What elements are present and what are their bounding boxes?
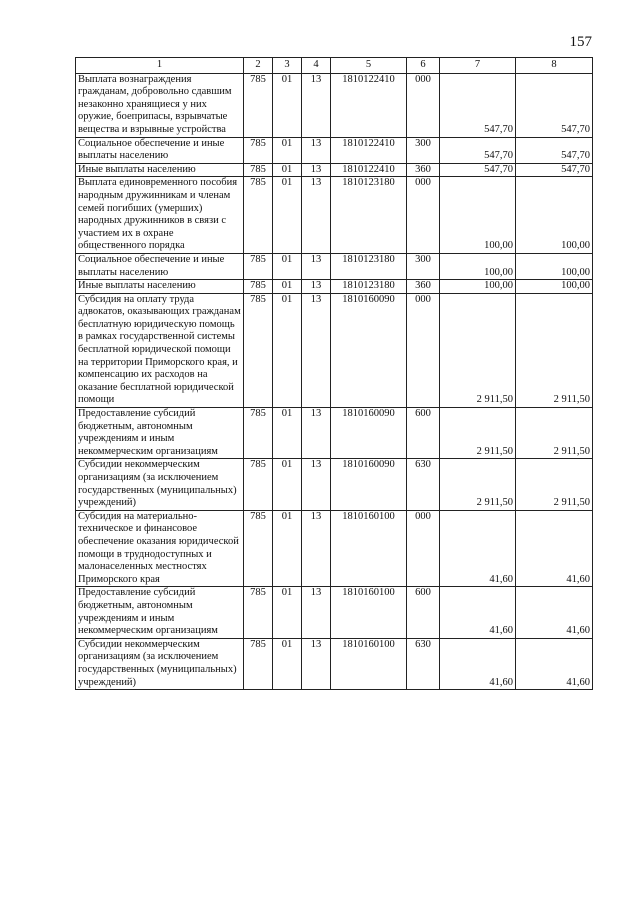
table-row bbox=[76, 587, 593, 638]
row-name: Субсидии некоммерческим организациям (за исключением государственных (муниципальных) учреждений) bbox=[76, 638, 244, 689]
cell-section: 01 bbox=[273, 638, 302, 689]
cell-amount-8: 41,60 bbox=[516, 638, 593, 689]
cell-amount-7: 100,00 bbox=[440, 280, 516, 294]
row-name: Иные выплаты населению bbox=[76, 280, 244, 294]
table-row bbox=[76, 510, 593, 587]
cell-subsection: 13 bbox=[302, 73, 331, 137]
cell-target: 1810160090 bbox=[331, 408, 407, 459]
cell-subsection: 13 bbox=[302, 293, 331, 407]
cell-section: 01 bbox=[273, 459, 302, 510]
cell-amount-7: 41,60 bbox=[440, 587, 516, 638]
cell-amount-7: 2 911,50 bbox=[440, 293, 516, 407]
cell-section: 01 bbox=[273, 510, 302, 587]
cell-type: 300 bbox=[407, 253, 440, 279]
cell-amount-7: 2 911,50 bbox=[440, 408, 516, 459]
cell-amount-8: 100,00 bbox=[516, 253, 593, 279]
cell-amount-7: 547,70 bbox=[440, 73, 516, 137]
table-row bbox=[76, 253, 593, 279]
cell-amount-7: 41,60 bbox=[440, 638, 516, 689]
cell-target: 1810160100 bbox=[331, 510, 407, 587]
cell-section: 01 bbox=[273, 293, 302, 407]
cell-target: 1810123180 bbox=[331, 177, 407, 254]
cell-subsection: 13 bbox=[302, 408, 331, 459]
row-name: Субсидия на оплату труда адвокатов, оказывающих гражданам бесплатную юридическую помощь в рамках государственной системы бесплатной юридической помощи на территории Приморского края, и компенсацию их расходов на оказание бесплатной юридической помощи bbox=[76, 293, 244, 407]
cell-section: 01 bbox=[273, 73, 302, 137]
row-name: Социальное обеспечение и иные выплаты населению bbox=[76, 137, 244, 163]
cell-subsection: 13 bbox=[302, 587, 331, 638]
table-row bbox=[76, 280, 593, 294]
cell-amount-7: 100,00 bbox=[440, 253, 516, 279]
cell-amount-8: 2 911,50 bbox=[516, 459, 593, 510]
cell-target: 1810160100 bbox=[331, 638, 407, 689]
row-name: Предоставление субсидий бюджетным, автономным учреждениям и иным некоммерческим организациям bbox=[76, 408, 244, 459]
cell-section: 01 bbox=[273, 163, 302, 177]
budget-table bbox=[75, 57, 593, 690]
cell-type: 000 bbox=[407, 293, 440, 407]
cell-section: 01 bbox=[273, 177, 302, 254]
table-row bbox=[76, 408, 593, 459]
cell-admin: 785 bbox=[244, 638, 273, 689]
cell-amount-8: 2 911,50 bbox=[516, 293, 593, 407]
cell-section: 01 bbox=[273, 587, 302, 638]
cell-target: 1810122410 bbox=[331, 73, 407, 137]
cell-subsection: 13 bbox=[302, 253, 331, 279]
cell-subsection: 13 bbox=[302, 459, 331, 510]
cell-admin: 785 bbox=[244, 73, 273, 137]
cell-target: 1810160100 bbox=[331, 587, 407, 638]
cell-target: 1810122410 bbox=[331, 137, 407, 163]
cell-section: 01 bbox=[273, 253, 302, 279]
cell-type: 600 bbox=[407, 408, 440, 459]
table-row bbox=[76, 177, 593, 254]
page-number: 157 bbox=[569, 34, 592, 50]
cell-admin: 785 bbox=[244, 459, 273, 510]
table-row bbox=[76, 293, 593, 407]
cell-target: 1810123180 bbox=[331, 253, 407, 279]
cell-admin: 785 bbox=[244, 510, 273, 587]
cell-amount-8: 41,60 bbox=[516, 510, 593, 587]
cell-amount-8: 547,70 bbox=[516, 137, 593, 163]
header-cell: 7 bbox=[440, 58, 516, 74]
cell-type: 000 bbox=[407, 510, 440, 587]
cell-amount-8: 547,70 bbox=[516, 73, 593, 137]
cell-admin: 785 bbox=[244, 137, 273, 163]
header-cell: 8 bbox=[516, 58, 593, 74]
cell-amount-7: 547,70 bbox=[440, 163, 516, 177]
cell-amount-8: 41,60 bbox=[516, 587, 593, 638]
cell-section: 01 bbox=[273, 280, 302, 294]
header-cell: 6 bbox=[407, 58, 440, 74]
table-row bbox=[76, 137, 593, 163]
cell-amount-7: 41,60 bbox=[440, 510, 516, 587]
cell-subsection: 13 bbox=[302, 280, 331, 294]
cell-admin: 785 bbox=[244, 408, 273, 459]
row-name: Выплата единовременного пособия народным дружинникам и членам семей погибших (умерших) народных дружинников в связи с участием их в охране общественного порядка bbox=[76, 177, 244, 254]
cell-target: 1810160090 bbox=[331, 293, 407, 407]
header-cell: 5 bbox=[331, 58, 407, 74]
cell-admin: 785 bbox=[244, 587, 273, 638]
cell-amount-8: 100,00 bbox=[516, 177, 593, 254]
cell-section: 01 bbox=[273, 408, 302, 459]
cell-type: 600 bbox=[407, 587, 440, 638]
cell-admin: 785 bbox=[244, 280, 273, 294]
cell-admin: 785 bbox=[244, 163, 273, 177]
row-name: Субсидии некоммерческим организациям (за исключением государственных (муниципальных) учреждений) bbox=[76, 459, 244, 510]
table-row bbox=[76, 73, 593, 137]
table-row bbox=[76, 459, 593, 510]
cell-subsection: 13 bbox=[302, 510, 331, 587]
cell-type: 360 bbox=[407, 280, 440, 294]
cell-amount-7: 2 911,50 bbox=[440, 459, 516, 510]
row-name: Социальное обеспечение и иные выплаты населению bbox=[76, 253, 244, 279]
cell-type: 000 bbox=[407, 177, 440, 254]
cell-amount-7: 100,00 bbox=[440, 177, 516, 254]
row-name: Предоставление субсидий бюджетным, автономным учреждениям и иным некоммерческим организациям bbox=[76, 587, 244, 638]
cell-type: 630 bbox=[407, 459, 440, 510]
cell-type: 300 bbox=[407, 137, 440, 163]
header-cell: 2 bbox=[244, 58, 273, 74]
cell-type: 630 bbox=[407, 638, 440, 689]
row-name: Субсидия на материально-техническое и финансовое обеспечение оказания юридической помощи в труднодоступных и малонаселенных местностях Приморского края bbox=[76, 510, 244, 587]
cell-subsection: 13 bbox=[302, 163, 331, 177]
cell-subsection: 13 bbox=[302, 137, 331, 163]
header-cell: 3 bbox=[273, 58, 302, 74]
cell-type: 000 bbox=[407, 73, 440, 137]
cell-admin: 785 bbox=[244, 293, 273, 407]
cell-subsection: 13 bbox=[302, 177, 331, 254]
cell-target: 1810123180 bbox=[331, 280, 407, 294]
row-name: Выплата вознаграждения гражданам, добровольно сдавшим незаконно хранящиеся у них оружие, боеприпасы, взрывчатые вещества и взрывные устройства bbox=[76, 73, 244, 137]
cell-amount-7: 547,70 bbox=[440, 137, 516, 163]
cell-section: 01 bbox=[273, 137, 302, 163]
cell-type: 360 bbox=[407, 163, 440, 177]
cell-subsection: 13 bbox=[302, 638, 331, 689]
cell-amount-8: 2 911,50 bbox=[516, 408, 593, 459]
cell-amount-8: 547,70 bbox=[516, 163, 593, 177]
cell-admin: 785 bbox=[244, 253, 273, 279]
cell-target: 1810122410 bbox=[331, 163, 407, 177]
row-name: Иные выплаты населению bbox=[76, 163, 244, 177]
cell-amount-8: 100,00 bbox=[516, 280, 593, 294]
header-cell: 4 bbox=[302, 58, 331, 74]
header-cell: 1 bbox=[76, 58, 244, 74]
table-row bbox=[76, 638, 593, 689]
cell-target: 1810160090 bbox=[331, 459, 407, 510]
cell-admin: 785 bbox=[244, 177, 273, 254]
table-row bbox=[76, 163, 593, 177]
header-row bbox=[76, 58, 593, 74]
